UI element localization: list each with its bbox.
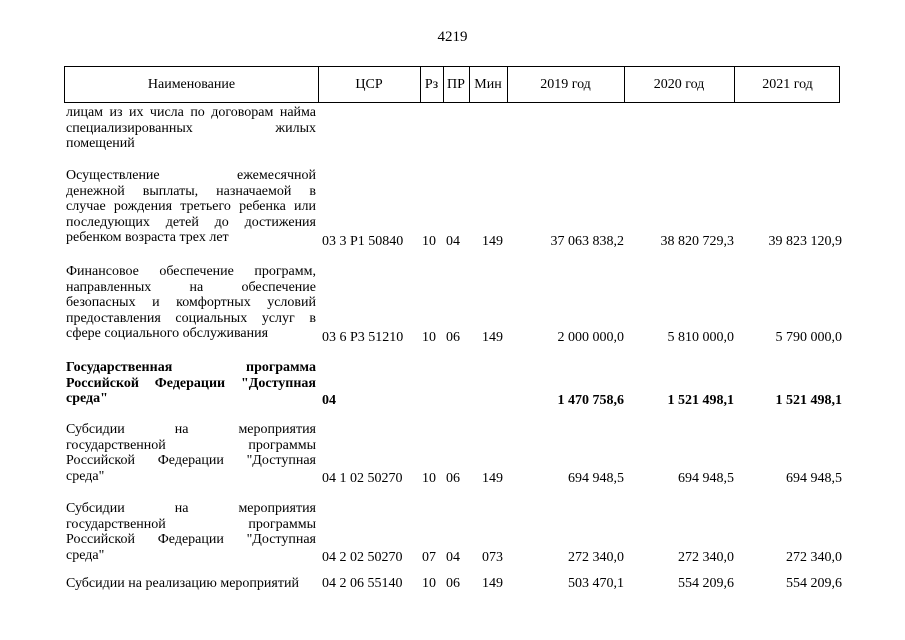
- row-2021: 272 340,0: [786, 550, 842, 565]
- name-line: государственной программы: [66, 516, 316, 532]
- name-line: среда": [66, 391, 108, 407]
- row-2021: 39 823 120,9: [768, 234, 842, 249]
- name-line: специализированных жилых: [66, 120, 316, 136]
- name-line: предоставления социальных услуг в: [66, 310, 316, 326]
- row-csr: 03 3 P1 50840: [322, 234, 404, 249]
- header-rz: Рз: [424, 76, 439, 92]
- name-line: сфере социального обслуживания: [66, 326, 269, 342]
- row-rz: 10: [422, 471, 436, 486]
- row-2020: 5 810 000,0: [667, 330, 734, 345]
- row-2021: 694 948,5: [786, 471, 842, 486]
- row-name: [66, 501, 316, 563]
- row-min: 149: [482, 471, 503, 486]
- row-2019: 694 948,5: [568, 471, 624, 486]
- name-line: безопасных и комфортных условий: [66, 295, 316, 311]
- row-2020: 694 948,5: [678, 471, 734, 486]
- row-2019: 272 340,0: [568, 550, 624, 565]
- row-csr: 04 1 02 50270: [322, 471, 403, 486]
- name-line: среда": [66, 468, 105, 484]
- row-2019: 503 470,1: [568, 576, 624, 591]
- row-min: 149: [482, 330, 503, 345]
- header-2019: 2019 год: [540, 76, 591, 92]
- row-csr: 03 6 P3 51210: [322, 330, 404, 345]
- page-number: 4219: [437, 29, 468, 45]
- row-2019: 1 470 758,6: [557, 393, 624, 408]
- row-name: [66, 576, 316, 592]
- row-name: [66, 264, 316, 342]
- name-line: ребенком возраста трех лет: [66, 230, 229, 246]
- name-line: направленных на обеспечение: [66, 279, 316, 295]
- name-line: помещений: [66, 136, 135, 152]
- row-min: 149: [482, 576, 503, 591]
- name-line: Субсидии на мероприятия: [66, 422, 316, 437]
- header-2020: 2020 год: [653, 76, 705, 92]
- row-name: [66, 105, 316, 152]
- row-pr: 06: [446, 330, 460, 345]
- row-rz: 10: [422, 576, 436, 591]
- row-min: 149: [482, 234, 503, 249]
- name-line: Субсидии на реализацию мероприятий: [66, 576, 299, 591]
- name-line: среда": [66, 547, 105, 563]
- row-2021: 5 790 000,0: [775, 330, 842, 345]
- row-csr: 04 2 02 50270: [322, 550, 403, 565]
- name-line: последующих детей до достижения: [66, 214, 316, 230]
- row-csr: 04: [322, 393, 336, 408]
- name-line: Осуществление ежемесячной: [66, 168, 316, 183]
- header-name: Наименование: [147, 76, 236, 92]
- name-line: Российской Федерации "Доступная: [66, 453, 316, 469]
- row-pr: 04: [446, 550, 460, 565]
- row-name: [66, 360, 316, 407]
- table-header: [64, 66, 840, 103]
- row-rz: 10: [422, 234, 436, 249]
- header-csr: ЦСР: [355, 76, 383, 92]
- row-min: 073: [482, 550, 503, 565]
- header-2021: 2021 год: [762, 76, 813, 92]
- name-line: Российской Федерации "Доступная: [66, 532, 316, 548]
- row-2019: 2 000 000,0: [557, 330, 624, 345]
- row-2020: 38 820 729,3: [660, 234, 734, 249]
- row-pr: 06: [446, 471, 460, 486]
- name-line: Государственная программа: [66, 360, 316, 375]
- name-line: Финансовое обеспечение программ,: [66, 264, 316, 279]
- header-pr: ПР: [447, 76, 465, 92]
- row-pr: 06: [446, 576, 460, 591]
- name-line: Российской Федерации "Доступная: [66, 375, 316, 391]
- row-2020: 554 209,6: [678, 576, 734, 591]
- row-name: [66, 422, 316, 484]
- name-line: случае рождения третьего ребенка или: [66, 199, 316, 215]
- row-2019: 37 063 838,2: [550, 234, 624, 249]
- row-2021: 1 521 498,1: [775, 393, 842, 408]
- name-line: лицам из их числа по договорам найма: [66, 105, 316, 120]
- row-rz: 10: [422, 330, 436, 345]
- row-csr: 04 2 06 55140: [322, 576, 403, 591]
- name-line: денежной выплаты, назначаемой в: [66, 183, 316, 199]
- row-rz: 07: [422, 550, 436, 565]
- row-2020: 1 521 498,1: [667, 393, 734, 408]
- row-name: [66, 168, 316, 246]
- row-pr: 04: [446, 234, 460, 249]
- row-2021: 554 209,6: [786, 576, 842, 591]
- header-min: Мин: [474, 76, 502, 92]
- row-2020: 272 340,0: [678, 550, 734, 565]
- name-line: Субсидии на мероприятия: [66, 501, 316, 516]
- name-line: государственной программы: [66, 437, 316, 453]
